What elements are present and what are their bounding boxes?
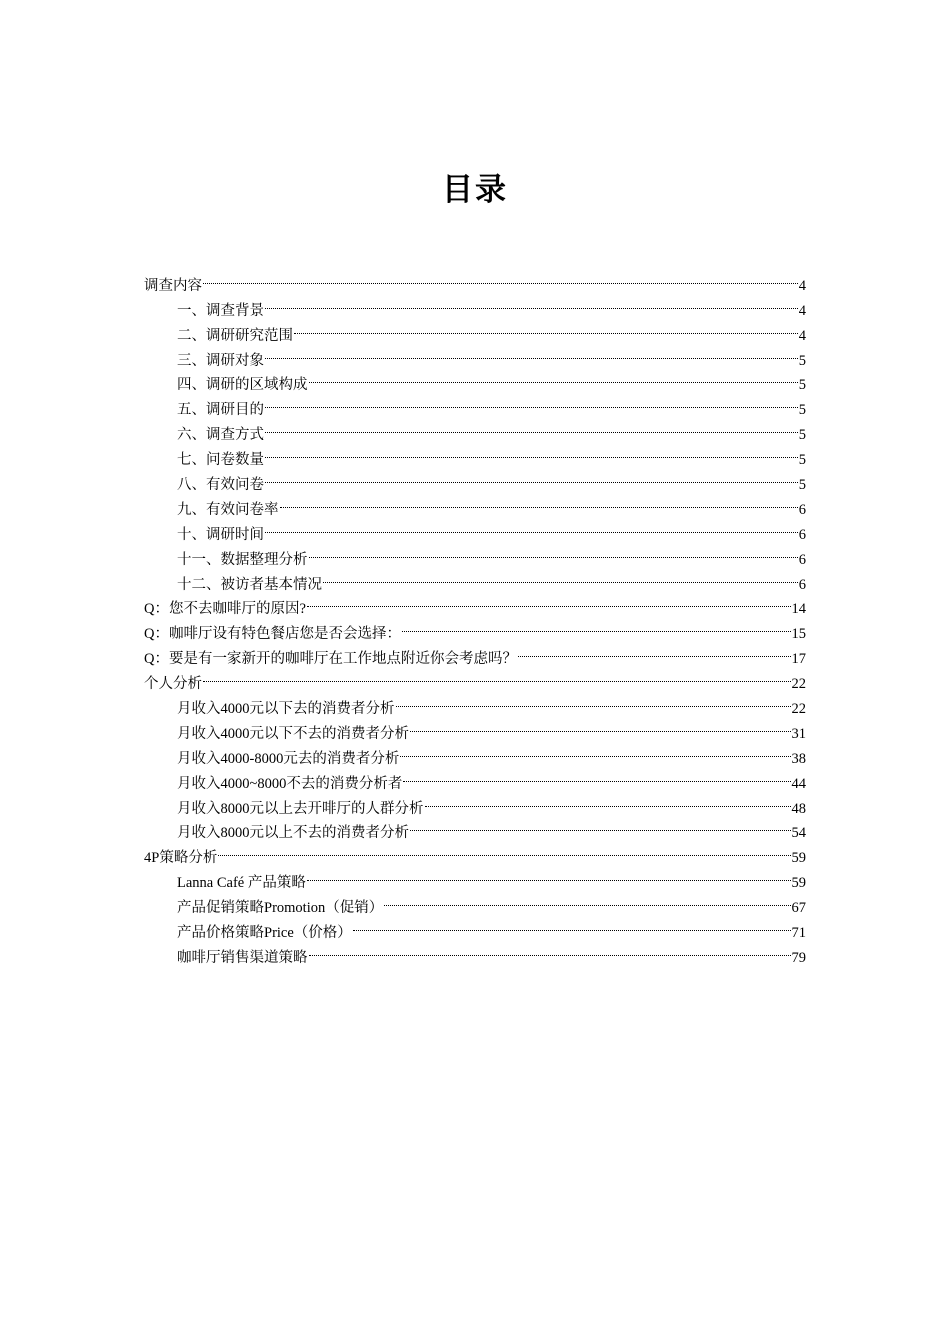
toc-entry-label: 十二、被访者基本情况	[177, 576, 322, 593]
toc-entry-label: 七、问卷数量	[177, 452, 264, 469]
toc-entry[interactable]	[144, 688, 806, 718]
toc-dot-leader	[265, 514, 798, 539]
toc-dot-leader	[410, 813, 791, 838]
toc-dot-leader	[203, 265, 798, 290]
toc-dot-leader	[265, 290, 798, 315]
toc-dot-leader	[307, 862, 791, 887]
toc-entry-page-number: 5	[798, 477, 806, 494]
toc-entry-page-number: 22	[791, 701, 806, 718]
toc-entry-label: 月收入4000-8000元去的消费者分析	[177, 750, 400, 767]
toc-dot-leader	[384, 887, 790, 912]
toc-dot-leader	[307, 589, 791, 614]
toc-entry-label: 八、有效问卷	[177, 477, 264, 494]
toc-entry-page-number: 79	[791, 949, 806, 966]
toc-entry-page-number: 48	[791, 800, 806, 817]
toc-dot-leader	[400, 738, 790, 763]
toc-entry-page-number: 6	[798, 551, 806, 568]
toc-entry-page-number: 14	[791, 601, 806, 618]
toc-entry-page-number: 59	[791, 875, 806, 892]
toc-entry-label: 月收入4000~8000不去的消费分析者	[177, 775, 403, 792]
toc-entry-label: 三、调研对象	[177, 352, 264, 369]
toc-dot-leader	[265, 389, 798, 414]
toc-entry-label: 月收入4000元以下去的消费者分析	[177, 701, 395, 718]
toc-entry[interactable]	[144, 265, 806, 294]
toc-entry-label: Q：要是有一家新开的咖啡厅在工作地点附近你会考虑吗？	[144, 651, 517, 668]
toc-entry-page-number: 31	[791, 725, 806, 742]
toc-dot-leader	[280, 489, 798, 514]
toc-entry-label: 调查内容	[144, 277, 202, 294]
toc-entry-label: 十一、数据整理分析	[177, 551, 308, 568]
toc-entry-page-number: 5	[798, 452, 806, 469]
toc-entry-page-number: 5	[798, 377, 806, 394]
toc-entry-page-number: 4	[798, 277, 806, 294]
toc-entry-label: 个人分析	[144, 676, 202, 693]
toc-entry-page-number: 5	[798, 427, 806, 444]
toc-entry-page-number: 15	[791, 626, 806, 643]
toc-entry-label: 二、调研研究范围	[177, 327, 293, 344]
toc-entry-label: 产品促销策略Promotion（促销）	[177, 900, 384, 917]
toc-entry[interactable]	[144, 837, 806, 867]
toc-entry-page-number: 59	[791, 850, 806, 867]
toc-dot-leader	[309, 937, 791, 962]
toc-dot-leader	[396, 688, 791, 713]
toc-entry-label: 4P策略分析	[144, 850, 218, 867]
page-title: 目录	[442, 172, 508, 208]
toc-entry-label: 产品价格策略Price（价格）	[177, 925, 352, 942]
toc-dot-leader	[218, 837, 790, 862]
toc-entry-page-number: 22	[791, 676, 806, 693]
toc-entry-page-number: 6	[798, 501, 806, 518]
toc-entry-label: Q：您不去咖啡厅的原因?	[144, 601, 306, 618]
toc-entry[interactable]	[144, 663, 806, 693]
toc-entry-label: 咖啡厅销售渠道策略	[177, 949, 308, 966]
toc-dot-leader	[203, 663, 791, 688]
toc-dot-leader	[294, 315, 798, 340]
toc-dot-leader	[265, 464, 798, 489]
toc-dot-leader	[309, 365, 798, 390]
toc-dot-leader	[265, 340, 798, 365]
toc-entry-label: 一、调查背景	[177, 302, 264, 319]
toc-dot-leader	[265, 439, 798, 464]
toc-entry-page-number: 4	[798, 327, 806, 344]
toc-entry-label: 月收入8000元以上不去的消费者分析	[177, 825, 409, 842]
toc-entry-page-number: 71	[791, 925, 806, 942]
toc-entry-page-number: 5	[798, 352, 806, 369]
toc-dot-leader	[403, 763, 790, 788]
toc-entry-label: Lanna Café 产品策略	[177, 875, 306, 892]
toc-entry-page-number: 54	[791, 825, 806, 842]
toc-entry-page-number: 17	[791, 651, 806, 668]
toc-dot-leader	[402, 613, 791, 638]
toc-entry[interactable]	[144, 290, 806, 319]
toc-dot-leader	[265, 414, 798, 439]
toc-entry-label: 六、调查方式	[177, 427, 264, 444]
toc-entry-label: Q：咖啡厅设有特色餐店您是否会选择：	[144, 626, 401, 643]
toc-dot-leader	[309, 539, 798, 564]
toc-dot-leader	[353, 912, 791, 937]
toc-dot-leader	[518, 638, 791, 663]
toc-entry[interactable]	[144, 862, 806, 892]
toc-entry-page-number: 5	[798, 402, 806, 419]
toc-entry-label: 月收入8000元以上去开啡厅的人群分析	[177, 800, 424, 817]
toc-entry-page-number: 6	[798, 526, 806, 543]
toc-entry-page-number: 4	[798, 302, 806, 319]
toc-entry-page-number: 38	[791, 750, 806, 767]
toc-entry-label: 四、调研的区域构成	[177, 377, 308, 394]
toc-entry-label: 十、调研时间	[177, 526, 264, 543]
toc-dot-leader	[425, 788, 791, 813]
toc-entry-page-number: 6	[798, 576, 806, 593]
toc-entry-label: 五、调研目的	[177, 402, 264, 419]
toc-dot-leader	[323, 564, 798, 589]
toc-entry-label: 九、有效问卷率	[177, 501, 279, 518]
toc-dot-leader	[410, 713, 791, 738]
toc-entry-page-number: 67	[791, 900, 806, 917]
toc-entry-page-number: 44	[791, 775, 806, 792]
table-of-contents	[144, 265, 806, 966]
toc-entry-label: 月收入4000元以下不去的消费者分析	[177, 725, 409, 742]
